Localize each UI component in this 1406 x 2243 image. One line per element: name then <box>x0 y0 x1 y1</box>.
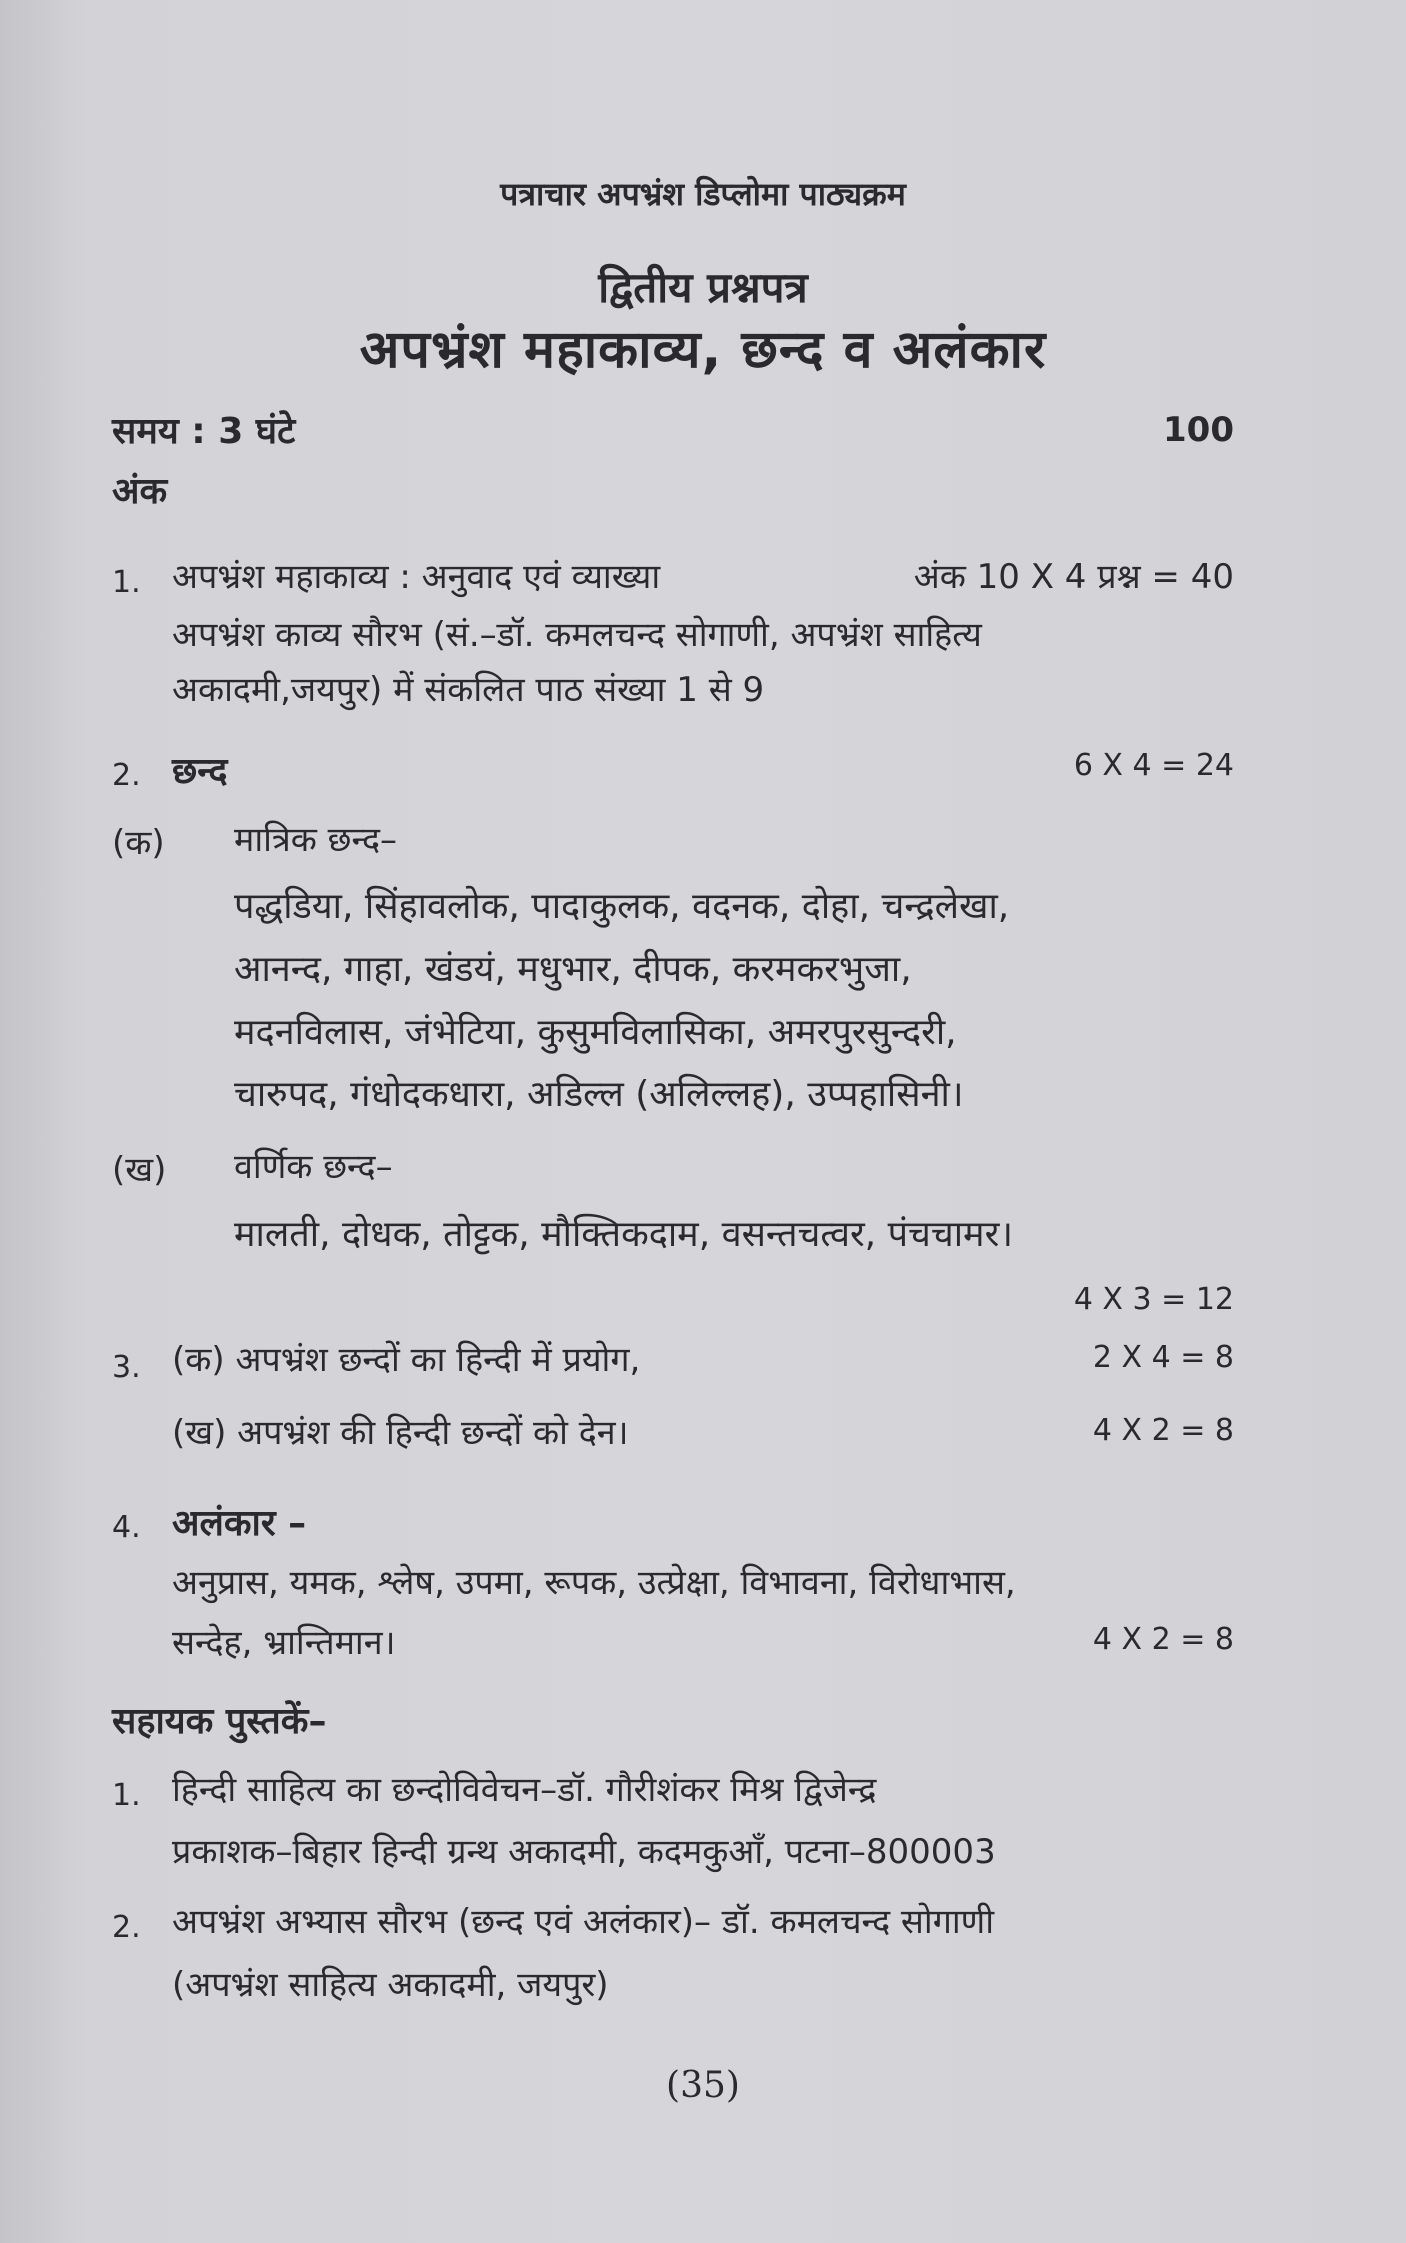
subsection-kha-label: (ख) <box>112 1150 167 1190</box>
chhand-list-line: आनन्द, गाहा, खंडयं, मधुभार, दीपक, करमकरभुजा, <box>234 949 912 990</box>
chhand-list-line: मदनविलास, जंभेटिया, कुसुमविलासिका, अमरपुरसुन्दरी, <box>234 1012 957 1053</box>
subsection-ka-title: मात्रिक छन्द– <box>234 820 398 860</box>
section-4-text: अनुप्रास, यमक, श्लेष, उपमा, रूपक, उत्प्रेक्षा, विभावना, विरोधाभास, <box>172 1563 1016 1603</box>
page-number: (35) <box>666 2065 740 2106</box>
section-2-number: 2. <box>112 758 141 793</box>
section-3-ka: (क) अपभ्रंश छन्दों का हिन्दी में प्रयोग, <box>172 1340 641 1380</box>
subsection-ka-label: (क) <box>112 823 165 863</box>
chhand-list-line: चारुपद, गंधोदकधारा, अडिल्ल (अलिल्लह), उप्पहासिनी। <box>234 1074 964 1115</box>
book-2-text: अपभ्रंश अभ्यास सौरभ (छन्द एवं अलंकार)– डॉ. कमलचन्द सोगाणी <box>172 1902 995 1942</box>
section-3-ka-marks: 2 X 4 = 8 <box>1092 1340 1234 1375</box>
section-4-number: 4. <box>112 1510 141 1545</box>
section-1-text: अपभ्रंश काव्य सौरभ (सं.–डॉ. कमलचन्द सोगाणी, अपभ्रंश साहित्य <box>172 615 982 655</box>
section-4-heading: अलंकार – <box>172 1503 307 1544</box>
section-3-kha-marks: 4 X 2 = 8 <box>1092 1413 1234 1448</box>
section-4-text: सन्देह, भ्रान्तिमान। <box>172 1623 396 1663</box>
section-1-marks: अंक 10 X 4 प्रश्न = 40 <box>913 557 1234 597</box>
course-series: पत्राचार अपभ्रंश डिप्लोमा पाठ्यक्रम <box>500 175 906 213</box>
chhand-list-line: पद्धडिया, सिंहावलोक, पादाकुलक, वदनक, दोहा, चन्द्रलेखा, <box>234 886 1010 927</box>
section-1-title: अपभ्रंश महाकाव्य : अनुवाद एवं व्याख्या <box>172 557 661 597</box>
subsection-kha-marks: 4 X 3 = 12 <box>1073 1282 1234 1317</box>
book-2-number: 2. <box>112 1910 141 1945</box>
max-marks-value: 100 <box>1163 410 1234 450</box>
section-2-heading: छन्द <box>172 751 228 792</box>
book-1-text: प्रकाशक–बिहार हिन्दी ग्रन्थ अकादमी, कदमकुआँ, पटना–800003 <box>172 1832 996 1872</box>
section-3-kha: (ख) अपभ्रंश की हिन्दी छन्दों को देन। <box>172 1413 629 1453</box>
book-1-number: 1. <box>112 1778 141 1813</box>
section-4-marks: 4 X 2 = 8 <box>1092 1622 1234 1657</box>
subsection-kha-title: वर्णिक छन्द– <box>234 1147 393 1187</box>
chhand-list-line: मालती, दोधक, तोट्टक, मौक्तिकदाम, वसन्तचत्वर, पंचचामर। <box>234 1214 1013 1255</box>
exam-time: समय : 3 घंटे <box>112 411 296 452</box>
paper-number: द्वितीय प्रश्नपत्र <box>598 263 808 312</box>
book-2-text: (अपभ्रंश साहित्य अकादमी, जयपुर) <box>172 1965 609 2005</box>
section-1-text: अकादमी,जयपुर) में संकलित पाठ संख्या 1 से 9 <box>172 670 765 710</box>
section-1-number: 1. <box>112 565 141 600</box>
book-1-text: हिन्दी साहित्य का छन्दोविवेचन–डॉ. गौरीशंकर मिश्र द्विजेन्द्र <box>172 1770 877 1810</box>
reference-books-heading: सहायक पुस्तकें– <box>112 1701 327 1742</box>
paper-title: अपभ्रंश महाकाव्य, छन्द व अलंकार <box>359 320 1047 380</box>
section-2-marks: 6 X 4 = 24 <box>1073 748 1234 783</box>
section-3-number: 3. <box>112 1350 141 1385</box>
max-marks-label: अंक <box>112 471 168 512</box>
